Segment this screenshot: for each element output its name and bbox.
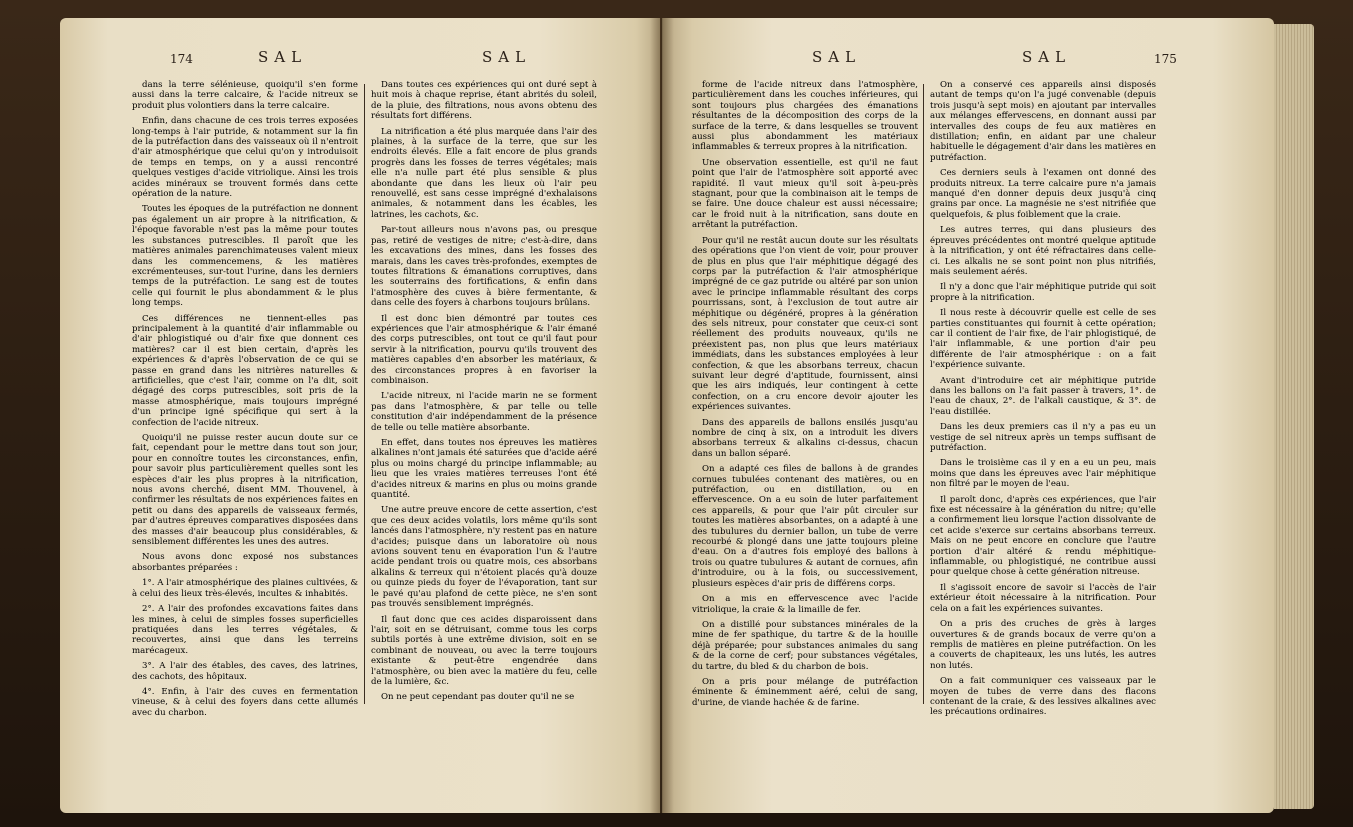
paragraph: Nous avons donc exposé nos substances absorbantes préparées :: [132, 552, 358, 573]
paragraph: On ne peut cependant pas douter qu'il ne se: [381, 692, 575, 703]
paragraph: L'acide nitreux, ni l'acide marin ne se forment pas dans l'atmosphère, & par telle ou telle constitution d'air indépendamment de la présence de telle ou telle matière absorbante.: [371, 391, 597, 433]
paragraph: On a mis en effervescence avec l'acide vitriolique, la craie & la limaille de fer.: [692, 594, 918, 615]
running-head-text: SAL: [482, 48, 532, 66]
page-edges: [1274, 24, 1314, 809]
running-head-text: SAL: [812, 48, 862, 66]
paragraph: Une observation essentielle, est qu'il ne faut point que l'air de l'atmosphère soit apporté avec rapidité. Il vaut mieux qu'il soit à-peu-près stagnant, pour que la combinaison ait le temps de se faire. Une douce chaleur est aussi nécessaire; car le froid nuit à la nitrification, sans doute en arrêtant la putréfaction.: [692, 157, 918, 231]
paragraph: On a fait communiquer ces vaisseaux par le moyen de tubes de verre dans des flacons contenant de la craie, & des lessives alkalines avec les précautions ordinaires.: [930, 676, 1156, 718]
paragraph: Ces derniers seuls à l'examen ont donné des produits nitreux. La terre calcaire pure n'a jamais manqué d'en donner depuis deux jusqu'à cinq grains par once. La magnésie ne s'est nitrifiée que quelquefois, & plus foiblement que la craie.: [930, 168, 1156, 220]
paragraph: On a conservé ces appareils ainsi disposés autant de temps qu'on l'a jugé convenable (depuis trois jusqu'à sept mois) en ajoutant par intervalles aux mélanges effervescens, en donnant aussi par intervalles des coups de feu aux matières en distillation; enfin, en aidant par une chaleur habituelle le dégagement d'air dans les matières en putréfaction.: [930, 80, 1156, 163]
paragraph: Dans le troisième cas il y en a eu un peu, mais moins que dans les épreuves avec l'air méphitique non filtré par le moyen de l'eau.: [930, 458, 1156, 490]
left-running-head-2: [482, 48, 562, 70]
paragraph: Quoiqu'il ne puisse rester aucun doute sur ce fait, cependant pour le mettre dans tout son jour, pour en connoître toutes les circonstances, enfin, pour savoir plus particulièrement quelles sont les espèces d'air les plus propres à la nitrification, nous avons cherché, disent MM. Thouvenel, à confirmer les résultats de nos expériences faites en petit ou dans des appareils de vaisseaux fermés, par d'autres épreuves comparatives disposées dans des masses d'air beaucoup plus considérables, & sensiblement différentes les unes des autres.: [132, 433, 358, 548]
paragraph: On a pris des cruches de grès à larges ouvertures & de grands bocaux de verre qu'on a remplis de matières en pleine putréfaction. On les a couverts de chapiteaux, les uns lutés, les autres non lutés.: [930, 619, 1156, 671]
paragraph: Par-tout ailleurs nous n'avons pas, ou presque pas, retiré de vestiges de nitre; c'est-à-dire, dans les excavations des mines, dans les fosses des marais, dans les caves très-profondes, exemptes de toutes filtrations & émanations corruptives, dans les souterrains des fortifications, & enfin dans l'atmosphère des cuves à bière fermentante, & dans celle des foyers à charbons toujours brûlans.: [371, 225, 597, 309]
paragraph: Dans les deux premiers cas il n'y a pas eu un vestige de sel nitreux après un temps suffisant de putréfaction.: [930, 422, 1156, 453]
paragraph: Il n'y a donc que l'air méphitique putride qui soit propre à la nitrification.: [930, 282, 1156, 303]
column-rule-left: [364, 84, 365, 704]
paragraph: Toutes les époques de la putréfaction ne donnent pas également un air propre à la nitrification, & l'époque favorable n'est pas la même pour toutes les substances putrescibles. Il paroît que les matières animales parenchimateuses valent mieux dans les commencemens, & les matières excrémenteuses, sur-tout l'urine, dans les derniers temps de la putréfaction. Le sang est de toutes celle qui fournit le plus abondamment & le plus long temps.: [132, 204, 358, 309]
list-item: 2°. A l'air des profondes excavations faites dans les mines, à celui de simples fosses superficielles pratiquées dans les terres végétales, & recouvertes, ainsi que dans les terreins marécageux.: [132, 604, 358, 656]
paragraph: On a pris pour mélange de putréfaction éminente & éminemment aéré, celui de sang, d'urine, de viande hachée & de farine.: [692, 676, 918, 708]
paragraph: dans la terre sélénieuse, quoiqu'il s'en forme aussi dans la terre calcaire, & l'acide nitreux se produit plus volontiers dans la terre calcaire.: [132, 80, 358, 111]
paragraph: Il nous reste à découvrir quelle est celle de ses parties constituantes qui fournit à cette opération; car il contient de l'air fixe, de l'air phlogistiqué, de l'air inflammable, & une portion d'air peu différente de l'air atmosphérique : on a fait l'expérience suivante.: [930, 308, 1156, 371]
paragraph: Il est donc bien démontré par toutes ces expériences que l'air atmosphérique & l'air émané des corps putrescibles, ont tout ce qu'il faut pour servir à la nitrification, pourvu qu'ils trouvent des matières capables d'en absorber les matériaux, & des circonstances propres à en favoriser la combinaison.: [371, 313, 597, 386]
left-page-number: 174: [170, 52, 193, 66]
paragraph: Les autres terres, qui dans plusieurs des épreuves précédentes ont montré quelque aptitude à la nitrification, y ont été réfractaires dans celle-ci. Les alkalis ne se sont point non plus nitrifiés, mais seulement aérés.: [930, 225, 1156, 277]
column-rule-right: [923, 84, 924, 704]
paragraph: forme de l'acide nitreux dans l'atmosphère, particulièrement dans les couches inférieures, qui sont toujours plus chargées des émanations résultantes de la décomposition des corps de la surface de la terre, & dans lesquelles se trouvent aussi plus abondamment les matériaux inflammables & terreux propres à la nitrification.: [692, 80, 918, 153]
paragraph: Pour qu'il ne restât aucun doute sur les résultats des opérations que l'on vient de voir, pour prouver de plus en plus que l'air méphitique dégagé des corps par la putréfaction & l'air atmosphérique imprégné de ce gaz putride ou altéré par son union avec le principe inflammable résultant des corps pourrissans, sont, à l'exclusion de tout autre air méphitique ou dégénéré, propres à la génération des sels nitreux, pour constater que ceux-ci sont réellement des produits nouveaux, qu'ils ne préexistent pas, non plus que leurs matériaux immédiats, dans les substances employées à leur confection, & que les absorbans terreux, chacun suivant leur degré d'aptitude, fournissent, ainsi que les airs indiqués, leur contingent à cette confection, on a cru encore devoir ajouter les expériences suivantes.: [692, 235, 918, 413]
paragraph: Ces différences ne tiennent-elles pas principalement à la quantité d'air inflammable ou d'air phlogistiqué ou d'air fixe que donnent ces matières? car il est bien certain, d'après les expériences & d'après l'observation de ce qui se passe en grand dans les nitrières naturelles & artificielles, que c'est l'air, comme on l'a dit, soit dégagé des corps putrescibles, soit pris de la masse atmosphérique, mais toujours imprégné d'un principe igné spécifique qui sert à la confection de l'acide nitreux.: [132, 313, 358, 428]
paragraph: Une autre preuve encore de cette assertion, c'est que ces deux acides volatils, lors même qu'ils sont lancés dans l'atmosphère, n'y restent pas en nature d'acides; puisque dans un laboratoire où nous avions souvent tenu en évaporation l'un & l'autre acide pendant trois ou quatre mois, ces absorbans alkalins & terreux qui n'étoient placés qu'à douze ou quinze pieds du foyer de l'évaporation, tant sur le pavé qu'au plafond de cette pièce, ne s'en sont pas trouvés sensiblement imprégnés.: [371, 505, 597, 610]
book-gutter: [650, 18, 674, 813]
paragraph: Dans des appareils de ballons ensilés jusqu'au nombre de cinq à six, on a introduit les divers absorbans terreux & alkalins ci-dessus, chacun dans un ballon séparé.: [692, 417, 918, 459]
paragraph: Il s'agissoit encore de savoir si l'accès de l'air extérieur étoit nécessaire à la nitrification. Pour cela on a fait les expériences suivantes.: [930, 582, 1156, 614]
paragraph: On a adapté ces files de ballons à de grandes cornues tubulées contenant des matières, ou en putréfaction, ou en distillation, ou en effervescence. On a eu soin de luter parfaitement ces appareils, & pour que l'air pût circuler sur toutes les matières absorbantes, on a adapté à une des tubulures du dernier ballon, un tube de verre recourbé & plongé dans une jatte toujours pleine d'eau. On a d'autres fois employé des ballons à trois ou quatre tubulures & autant de cornues, afin d'introduire, ou à la fois, ou successivement, plusieurs espèces d'air pris de différens corps.: [692, 464, 918, 589]
right-page-number: 175: [1154, 52, 1177, 66]
paragraph: Il paroît donc, d'après ces expériences, que l'air fixe est nécessaire à la génération du nitre; qu'elle a confirmement lieu lorsque l'action dissolvante de cet acide s'exerce sur certains absorbans terreux. Mais on ne peut encore en conclure que l'autre portion d'air altéré & rendu méphitique-inflammable, ou phlogistiqué, ne contribue aussi pour quelque chose à cette génération nitreuse.: [930, 494, 1156, 578]
text-column-1: [132, 80, 358, 723]
running-head-text: SAL: [258, 48, 308, 66]
list-item: 1°. A l'air atmosphérique des plaines cultivées, & à celui des lieux très-élevés, incultes & inhabités.: [132, 578, 358, 599]
paragraph: La nitrification a été plus marquée dans l'air des plaines, à la surface de la terre, que sur les endroits élevés. Elle a fait encore de plus grands progrès dans les fosses de terres végétales; mais elle n'a nulle part été plus sensible & plus abondante que dans les lieux où l'air peu renouvellé, est sans cesse imprégné d'exhalaisons animales, & notamment dans les écables, les latrines, les cachots, &c.: [371, 126, 597, 220]
running-head-text: SAL: [1022, 48, 1072, 66]
list-item: 3°. A l'air des étables, des caves, des latrines, des cachots, des hôpitaux.: [132, 661, 358, 682]
paragraph: Avant d'introduire cet air méphitique putride dans les ballons on l'a fait passer à travers, 1°. de l'eau de chaux, 2°. de l'alkali caustique, & 3°. de l'eau distillée.: [930, 375, 1156, 417]
text-column-4: [930, 80, 1156, 723]
right-running-head-2: [1022, 48, 1182, 70]
paragraph: Dans toutes ces expériences qui ont duré sept à huit mois à chaque reprise, étant abrités du soleil, de la pluie, des filtrations, nous avons obtenu des résultats fort différens.: [371, 80, 597, 122]
paragraph: En effet, dans toutes nos épreuves les matières alkalines n'ont jamais été saturées que d'acide aéré plus ou moins chargé du principe inflammable; au lieu que les vraies matières terreuses l'ont été d'acides nitreux & marins en plus ou moins grande quantité.: [371, 438, 597, 501]
list-item: 4°. Enfin, à l'air des cuves en fermentation vineuse, & à celui des foyers dans cette allumés avec du charbon.: [132, 686, 358, 718]
text-column-2: [371, 80, 597, 708]
paragraph: Il faut donc que ces acides disparoissent dans l'air, soit en se détruisant, comme tous les corps subtils portés à une extrême division, soit en se combinant de nouveau, ou avec la terre toujours existante & peut-être engendrée dans l'atmosphère, ou bien avec la matière du feu, celle de la lumière, &c.: [371, 614, 597, 687]
right-running-head-1: [812, 48, 892, 70]
paragraph: Enfin, dans chacune de ces trois terres exposées long-temps à l'air putride, & notamment sur la fin de la putréfaction dans des vaisseaux où il n'entroit d'air atmosphérique que celui qu'on y introduisoit de temps en temps, on y a aussi rencontré quelques vestiges d'acide vitriolique. Ainsi les trois acides minéraux se trouvent formés dans cette opération de la nature.: [132, 116, 358, 200]
paragraph: On a distillé pour substances minérales de la mine de fer spathique, du tartre & de la houille déjà préparée; pour substances animales du sang & de la corne de cerf; pour substances végétales, du tartre, du bled & du charbon de bois.: [692, 619, 918, 672]
left-running-head-1: [170, 48, 308, 70]
text-column-3: [692, 80, 918, 713]
